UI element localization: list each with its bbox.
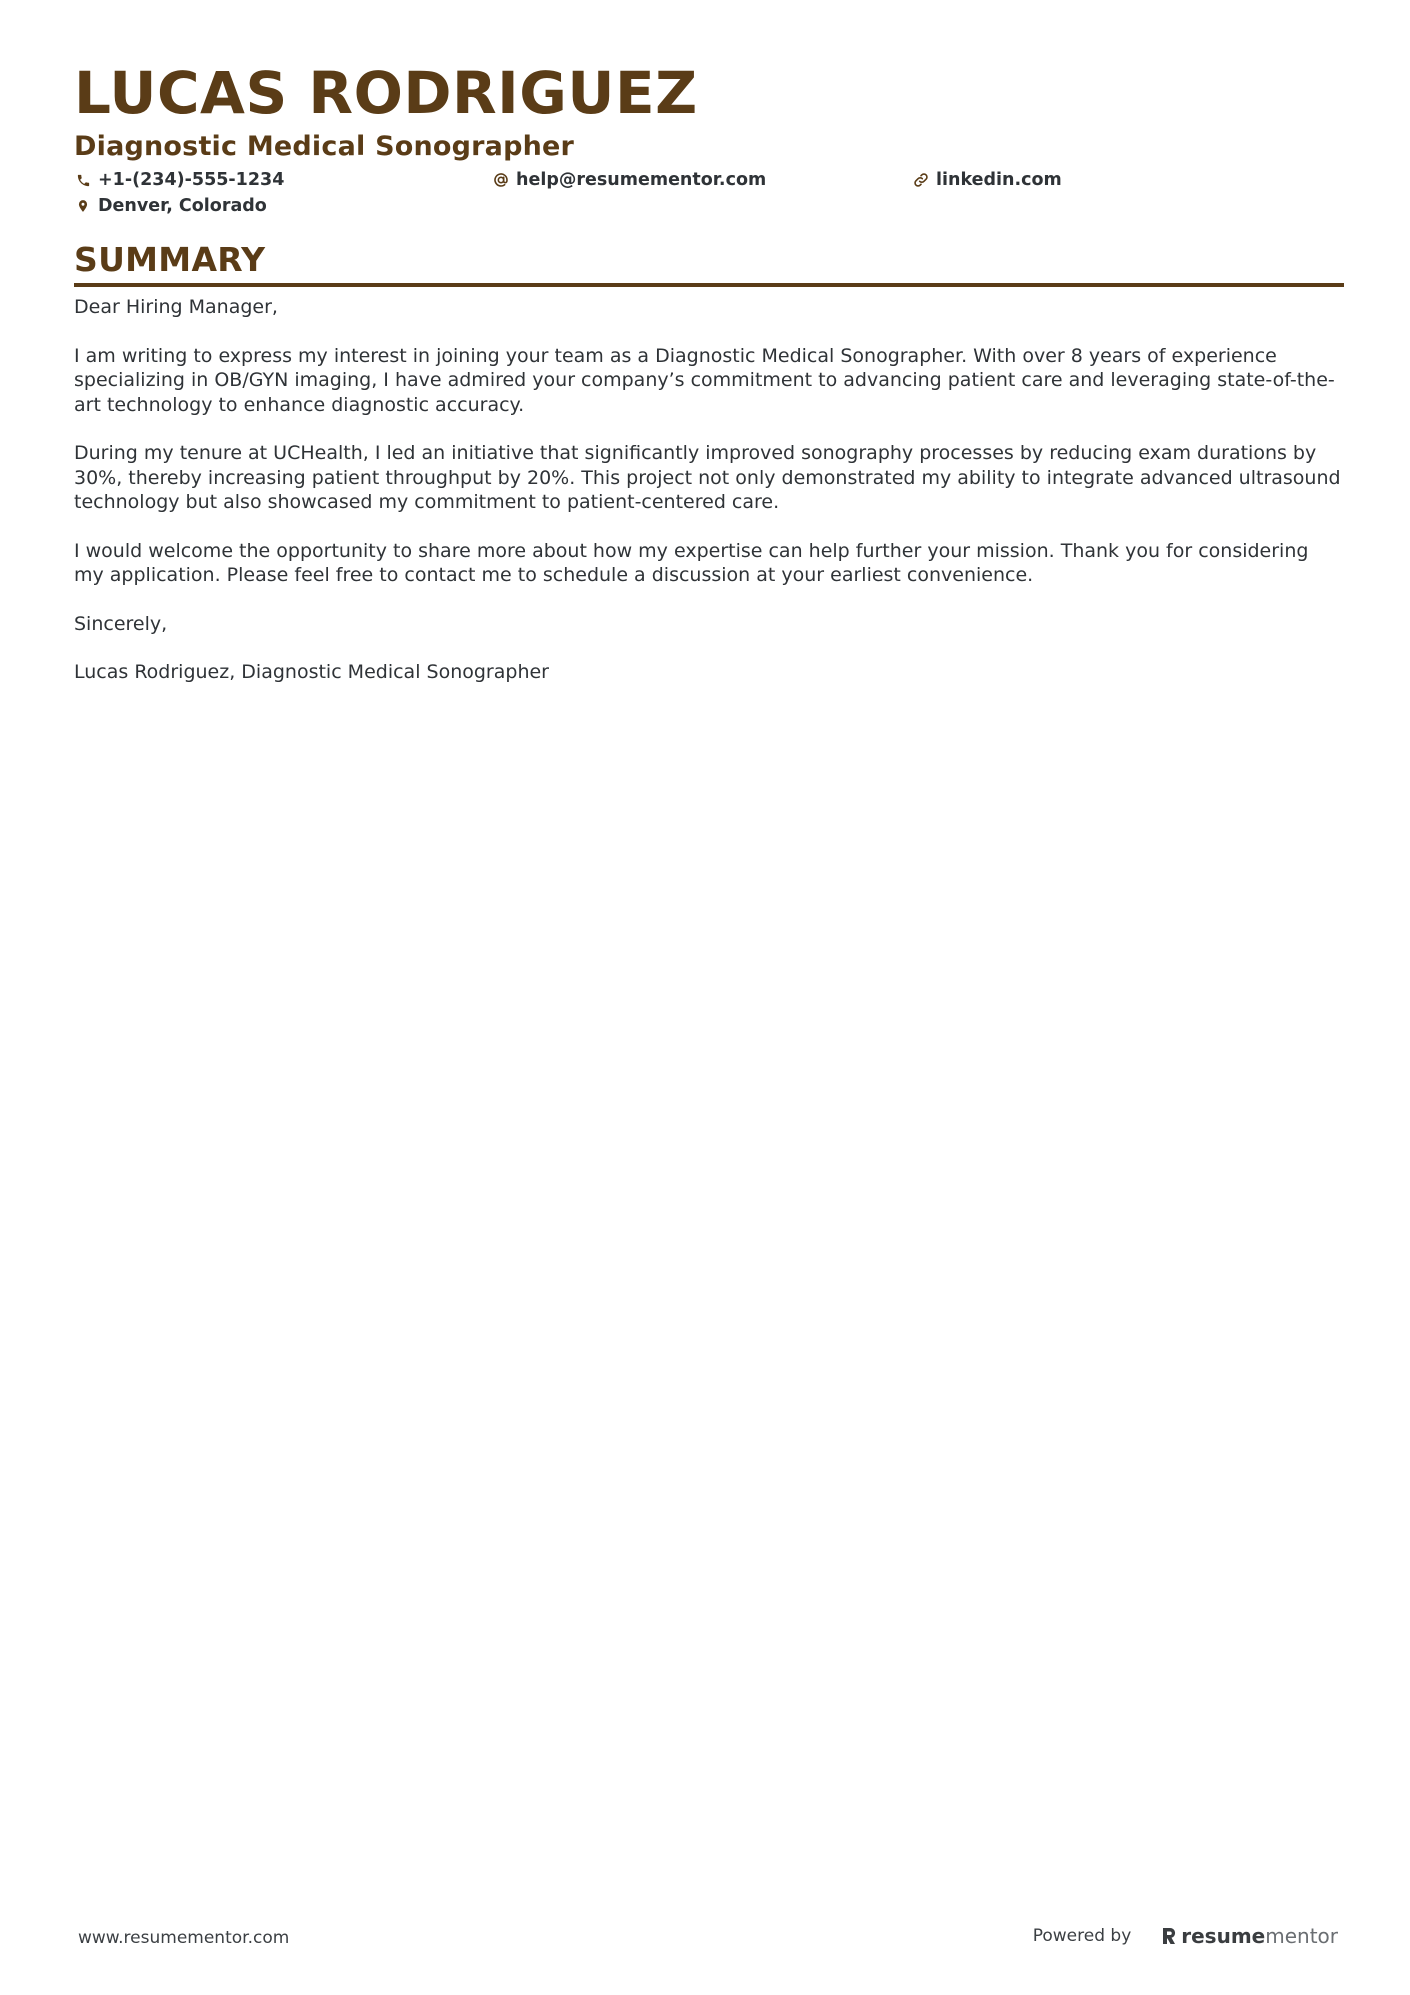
link-icon [912, 171, 930, 189]
letter-paragraph: I would welcome the opportunity to share more about how my expertise can help further your mission. Thank you for considering my application. Please feel free to contact me to schedule a discussion at your earliest convenience. [74, 539, 1309, 586]
letter-paragraph: I am writing to express my interest in joining your team as a Diagnostic Medical Sonographer. With over 8 years of experience specializing in OB/GYN imaging, I have admired your company’s commitment to advancing patient care and leveraging state-of-the-art technology to enhance diagnostic accuracy. [74, 344, 1335, 416]
email-text: help@resumementor.com [516, 170, 767, 190]
contact-location [74, 194, 267, 218]
section-heading: SUMMARY [74, 240, 266, 279]
letter-greeting: Dear Hiring Manager, [74, 296, 278, 318]
powered-by-label: Powered by [1032, 1926, 1132, 1946]
brand-mark-icon [1161, 1926, 1177, 1946]
contact-phone[interactable] [74, 168, 284, 192]
brand-logo[interactable] [1161, 1924, 1338, 1948]
resume-header [74, 58, 1344, 222]
cover-letter-body [74, 295, 1344, 685]
letter-closing: Sincerely, [74, 612, 168, 635]
location-text: Denver, Colorado [98, 196, 267, 216]
section-divider [74, 283, 1344, 287]
job-title: Diagnostic Medical Sonographer [74, 131, 575, 162]
footer-website[interactable]: www.resumementor.com [78, 1928, 290, 1948]
letter-paragraph: During my tenure at UCHealth, I led an initiative that significantly improved sonography processes by reducing exam durations by 30%, thereby increasing patient throughput by 20%. This project not only demonstrated my ability to integrate advanced ultrasound technology but also showcased my commitment to patient-centered care. [74, 442, 1341, 513]
contact-email[interactable] [492, 168, 766, 192]
link-text: linkedin.com [936, 170, 1062, 190]
contact-info [74, 168, 1344, 222]
at-sign-icon [492, 171, 510, 189]
footer-branding [1033, 1924, 1338, 1948]
candidate-name: LUCAS RODRIGUEZ [74, 59, 698, 127]
brand-name-bold: resume [1181, 1924, 1266, 1948]
phone-text: +1-(234)-555-1234 [98, 170, 285, 190]
brand-name-light: mentor [1265, 1924, 1338, 1948]
summary-section [74, 240, 1344, 709]
phone-icon [74, 171, 92, 189]
map-pin-icon [74, 197, 92, 215]
contact-linkedin[interactable] [912, 168, 1062, 192]
letter-signature: Lucas Rodriguez, Diagnostic Medical Sonographer [74, 661, 549, 683]
